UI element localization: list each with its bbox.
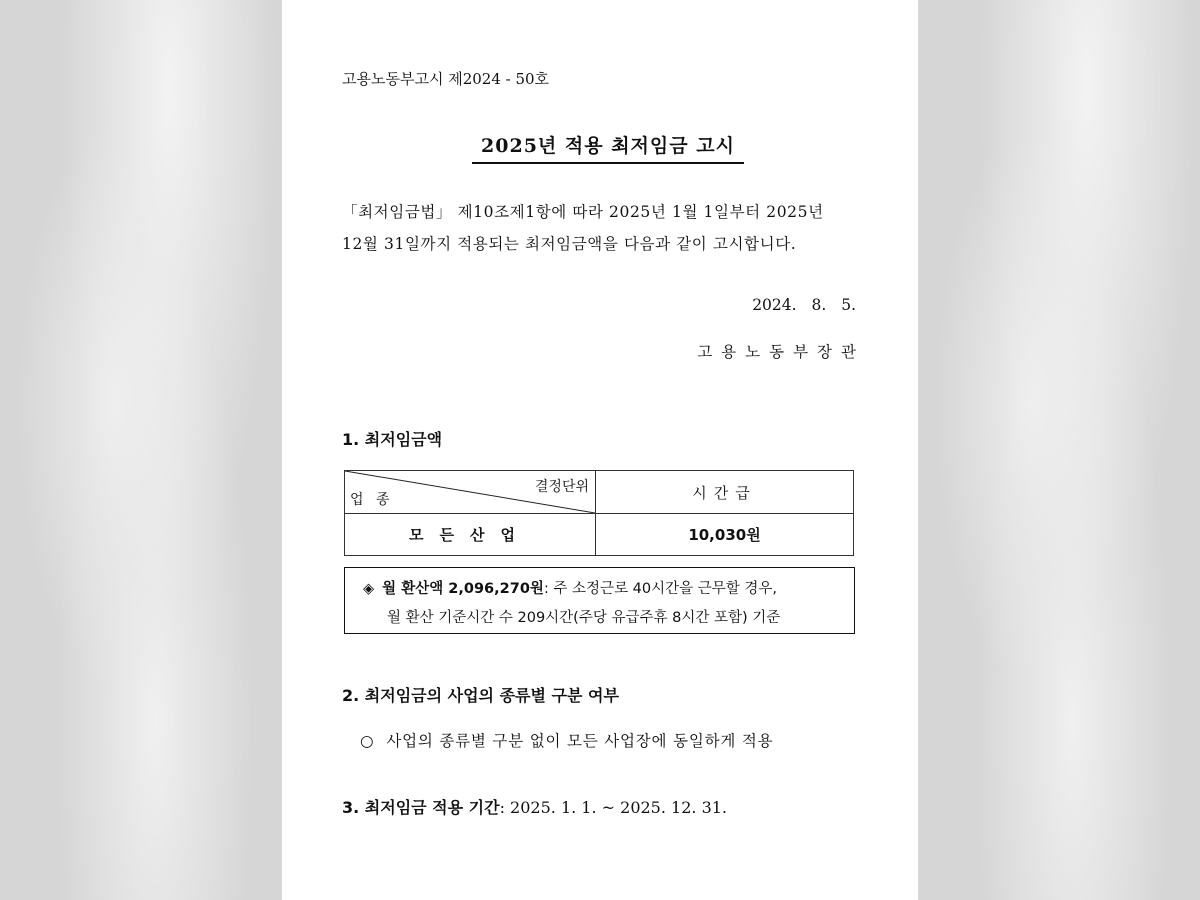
section-3-heading — [342, 795, 727, 818]
diamond-bullet-icon: ◈ — [363, 581, 375, 597]
hourly-wage-value: 10,030원 — [596, 514, 854, 556]
notice-date: 2024. 8. 5. — [752, 296, 856, 314]
hourly-wage-header: 시간급 — [596, 471, 854, 514]
notice-number: 고용노동부고시 제2024 - 50호 — [342, 70, 550, 88]
document-title: 2025년 적용 최저임금 고시 — [472, 131, 744, 164]
monthly-line-1-rest: : 주 소정근로 40시간을 근무할 경우, — [543, 581, 778, 597]
monthly-wage-label: 월 환산액 2,096,270원 — [382, 581, 544, 597]
diagonal-header-cell — [345, 471, 596, 514]
decision-unit-label: 결정단위 — [534, 479, 589, 495]
industry-cell: 모든산업 — [345, 514, 596, 556]
circle-bullet-icon: ○ — [360, 732, 375, 750]
intro-line-2: 12월 31일까지 적용되는 최저임금액을 다음과 같이 고시합니다. — [342, 235, 797, 253]
background-left — [0, 0, 282, 900]
section-1-heading: 1. 최저임금액 — [342, 430, 443, 449]
background-right — [918, 0, 1200, 900]
section-2-item-text: 사업의 종류별 구분 없이 모든 사업장에 동일하게 적용 — [386, 732, 774, 750]
minimum-wage-table — [344, 470, 854, 556]
section-2-heading: 2. 최저임금의 사업의 종류별 구분 여부 — [342, 686, 619, 705]
monthly-wage-box — [344, 567, 855, 634]
application-period: : 2025. 1. 1. ~ 2025. 12. 31. — [499, 798, 728, 817]
monthly-line-1 — [363, 577, 777, 598]
issuer: 고용노동부장관 — [697, 343, 865, 361]
monthly-line-2: 월 환산 기준시간 수 209시간(주당 유급주휴 8시간 포함) 기준 — [387, 610, 781, 626]
section-3-label: 3. 최저임금 적용 기간 — [342, 798, 500, 817]
section-2-item — [360, 729, 773, 751]
intro-line-1: 「최저임금법」 제10조제1항에 따라 2025년 1월 1일부터 2025년 — [342, 203, 824, 221]
industry-label: 업 종 — [350, 492, 394, 508]
document-page — [282, 0, 918, 900]
